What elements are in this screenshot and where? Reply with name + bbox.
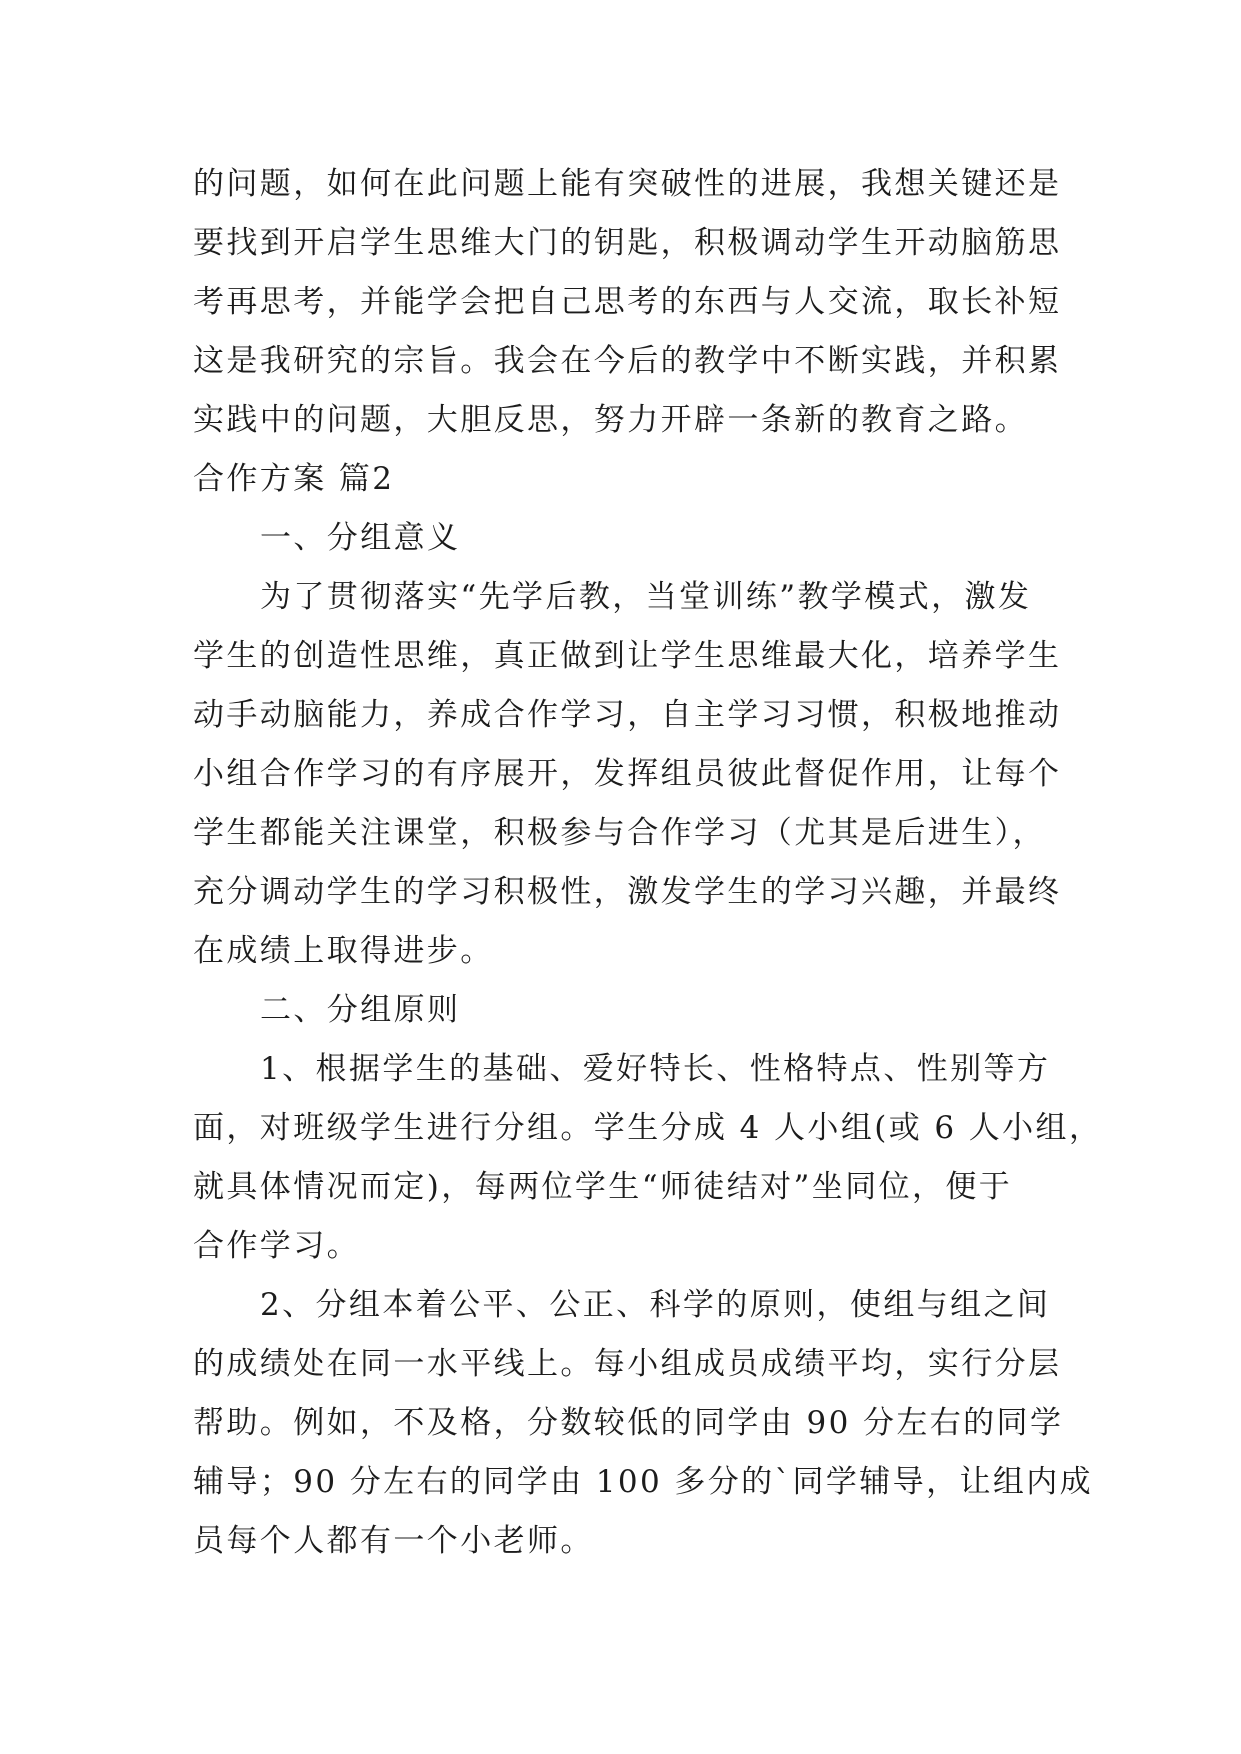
paragraph-line: 为了贯彻落实“先学后教，当堂训练”教学模式，激发 [260,579,1032,615]
paragraph-line: 充分调动学生的学习积极性，激发学生的学习兴趣，并最终 [193,874,1062,910]
section-heading-2: 二、分组原则 [260,992,461,1028]
paragraph-line: 员每个人都有一个小老师。 [193,1523,594,1559]
paragraph-line: 实践中的问题，大胆反思，努力开辟一条新的教育之路。 [193,402,1028,438]
paragraph-line: 合作学习。 [193,1228,360,1264]
paragraph-line: 学生的创造性思维，真正做到让学生思维最大化，培养学生 [193,638,1062,674]
paragraph-line: 学生都能关注课堂，积极参与合作学习（尤其是后进生）， [193,815,1046,851]
paragraph-line: 的问题，如何在此问题上能有突破性的进展，我想关键还是 [193,166,1062,202]
paragraph-line: 面，对班级学生进行分组。学生分成 4 人小组(或 6 人小组， [193,1110,1103,1146]
paragraph-line: 在成绩上取得进步。 [193,933,494,969]
paragraph-line: 考再思考，并能学会把自己思考的东西与人交流，取长补短 [193,284,1062,320]
paragraph-line: 这是我研究的宗旨。我会在今后的教学中不断实践，并积累 [193,343,1062,379]
paragraph-line: 的成绩处在同一水平线上。每小组成员成绩平均，实行分层 [193,1346,1062,1382]
paragraph-line: 帮助。例如，不及格，分数较低的同学由 90 分左右的同学 [193,1405,1064,1441]
paragraph-line: 2、分组本着公平、公正、科学的原则，使组与组之间 [260,1287,1051,1323]
paragraph-line: 小组合作学习的有序展开，发挥组员彼此督促作用，让每个 [193,756,1062,792]
paragraph-principle-1 [193,1040,1103,1276]
section-heading-1: 一、分组意义 [260,520,461,556]
document-body [193,155,1103,1571]
paragraph-line: 动手动脑能力，养成合作学习，自主学习习惯，积极地推动 [193,697,1062,733]
paragraph-line: 就具体情况而定)，每两位学生“师徒结对”坐同位，便于 [193,1169,1013,1205]
paragraph-grouping-purpose [193,568,1093,981]
section-title: 合作方案 篇2 [193,461,395,497]
paragraph-line: 辅导；90 分左右的同学由 100 多分的`同学辅导，让组内成 [193,1464,1094,1500]
paragraph-principle-2 [193,1276,1093,1571]
intro-paragraph [193,155,1093,450]
paragraph-line: 1、根据学生的基础、爱好特长、性格特点、性别等方 [260,1051,1051,1087]
paragraph-line: 要找到开启学生思维大门的钥匙，积极调动学生开动脑筋思 [193,225,1062,261]
